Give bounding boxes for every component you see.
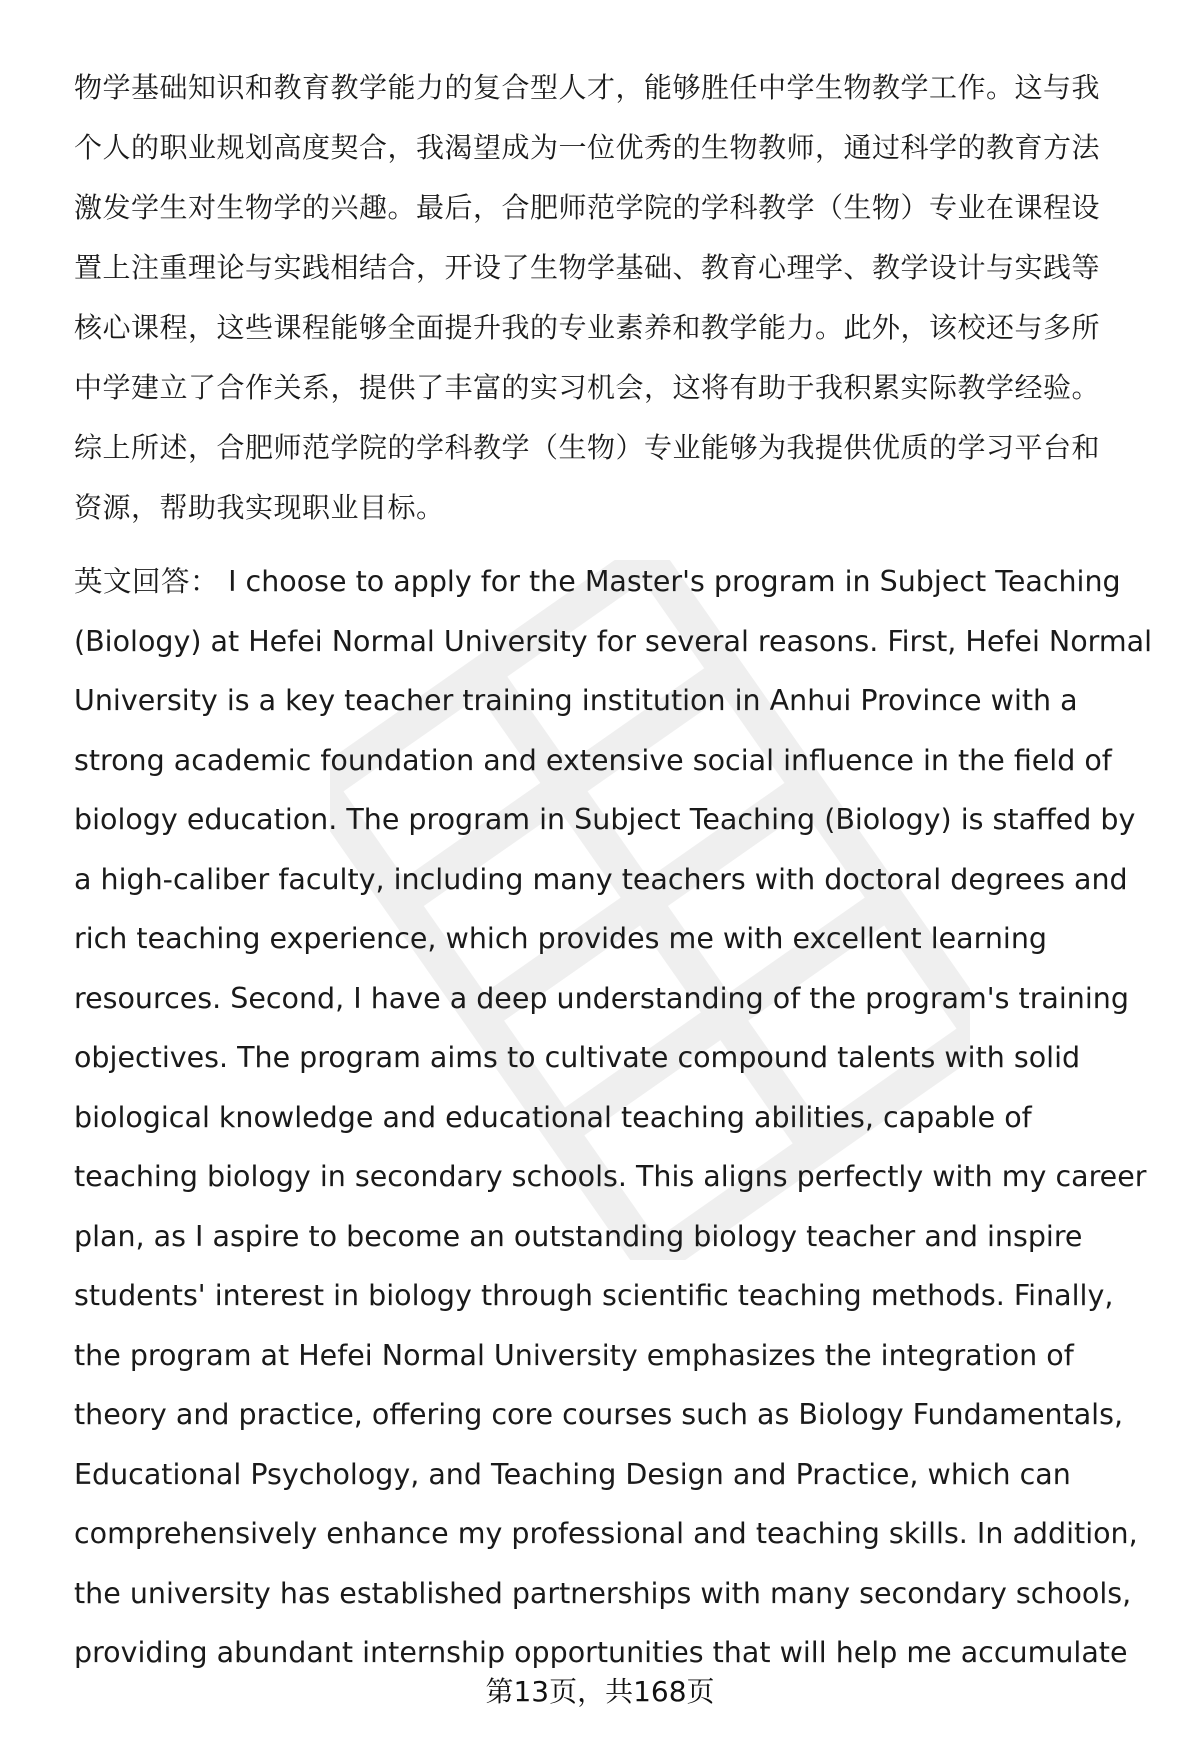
english-line: the university has established partnerships with many secondary schools, bbox=[74, 1576, 1132, 1610]
english-line: biological knowledge and educational teaching abilities, capable of bbox=[74, 1100, 1032, 1134]
english-line: teaching biology in secondary schools. This aligns perfectly with my career bbox=[74, 1160, 1147, 1193]
page-number-footer: 第13页，共168页 bbox=[485, 1675, 715, 1708]
chinese-answer-paragraph bbox=[74, 58, 1134, 538]
chinese-line: 置上注重理论与实践相结合，开设了生物学基础、教育心理学、教学设计与实践等 bbox=[74, 251, 1101, 284]
english-answer-label: 英文回答： bbox=[74, 565, 220, 598]
english-answer-paragraph bbox=[74, 552, 1153, 1683]
chinese-line: 中学建立了合作关系，提供了丰富的实习机会，这将有助于我积累实际教学经验。 bbox=[74, 371, 1101, 404]
english-line: Educational Psychology, and Teaching Design and Practice, which can bbox=[74, 1457, 1071, 1491]
document-body bbox=[74, 58, 1153, 1683]
chinese-line: 个人的职业规划高度契合，我渴望成为一位优秀的生物教师，通过科学的教育方法 bbox=[74, 131, 1101, 164]
chinese-line: 物学基础知识和教育教学能力的复合型人才，能够胜任中学生物教学工作。这与我 bbox=[74, 71, 1101, 104]
english-line: objectives. The program aims to cultivate compound talents with solid bbox=[74, 1041, 1081, 1074]
english-line: biology education. The program in Subject Teaching (Biology) is staffed by bbox=[74, 803, 1136, 836]
english-line: a high-caliber faculty, including many teachers with doctoral degrees and bbox=[74, 862, 1128, 896]
english-line: (Biology) at Hefei Normal University for several reasons. First, Hefei Normal bbox=[74, 624, 1153, 658]
english-line-first bbox=[74, 552, 1134, 612]
english-line: students' interest in biology through scientific teaching methods. Finally, bbox=[74, 1279, 1114, 1312]
english-line: rich teaching experience, which provides me with excellent learning bbox=[74, 922, 1047, 955]
english-line: resources. Second, I have a deep understanding of the program's training bbox=[74, 981, 1129, 1015]
chinese-line: 核心课程，这些课程能够全面提升我的专业素养和教学能力。此外，该校还与多所 bbox=[74, 311, 1101, 344]
english-line: plan, as I aspire to become an outstanding biology teacher and inspire bbox=[74, 1219, 1083, 1253]
english-line: University is a key teacher training institution in Anhui Province with a bbox=[74, 684, 1078, 717]
english-line: the program at Hefei Normal University emphasizes the integration of bbox=[74, 1338, 1074, 1372]
english-line: providing abundant internship opportunities that will help me accumulate bbox=[74, 1636, 1128, 1669]
english-line: theory and practice, offering core courses such as Biology Fundamentals, bbox=[74, 1398, 1124, 1431]
chinese-line: 综上所述，合肥师范学院的学科教学（生物）专业能够为我提供优质的学习平台和 bbox=[74, 431, 1101, 464]
english-line: comprehensively enhance my professional and teaching skills. In addition, bbox=[74, 1517, 1138, 1550]
english-line-text: I choose to apply for the Master's program in Subject Teaching bbox=[219, 565, 1121, 598]
chinese-line: 激发学生对生物学的兴趣。最后，合肥师范学院的学科教学（生物）专业在课程设 bbox=[74, 191, 1101, 224]
chinese-line: 资源，帮助我实现职业目标。 bbox=[74, 491, 445, 524]
english-line: strong academic foundation and extensive social influence in the field of bbox=[74, 743, 1112, 777]
